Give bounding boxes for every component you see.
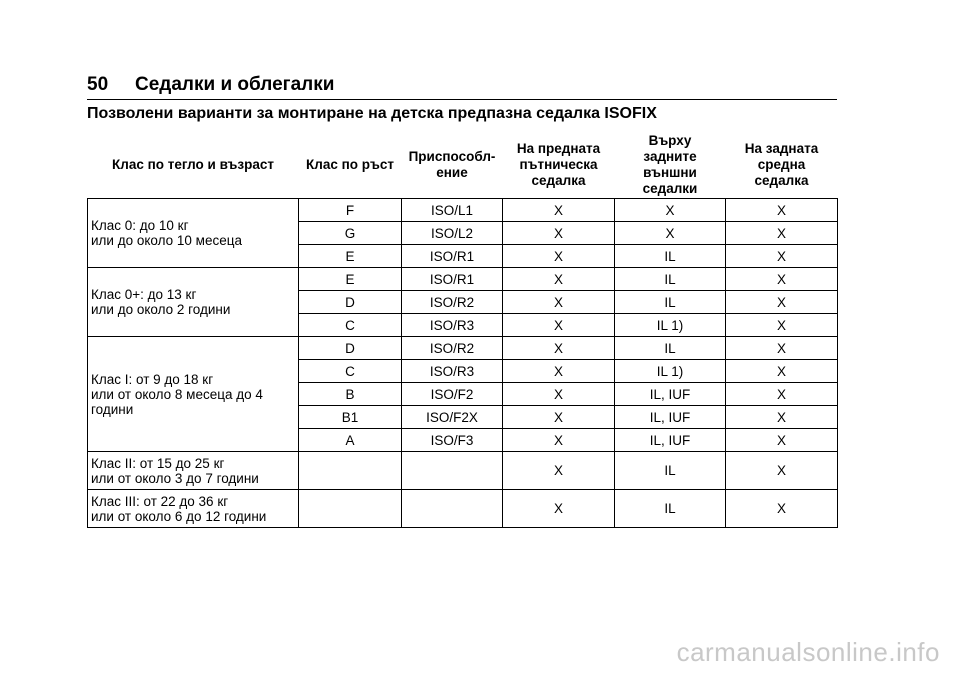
table-cell: ISO/R2: [402, 337, 503, 360]
table-cell: IL, IUF: [615, 406, 726, 429]
table-cell: X: [726, 222, 838, 245]
table-header: [88, 131, 838, 199]
table-title: Позволени варианти за монтиране на детска предпазна седалка ISOFIX: [87, 105, 657, 122]
table-cell: ISO/R2: [402, 291, 503, 314]
table-cell: E: [299, 245, 402, 268]
table-cell: X: [726, 291, 838, 314]
column-header: На предната пътническа седалка: [516, 140, 601, 188]
table-cell: IL: [615, 268, 726, 291]
column-header: Клас по ръст: [306, 156, 394, 172]
table-cell: [299, 490, 402, 528]
table-cell: IL: [615, 291, 726, 314]
table-cell: X: [726, 383, 838, 406]
table-cell: [402, 490, 503, 528]
table-cell: X: [503, 337, 615, 360]
page-number: 50: [87, 74, 109, 95]
weight-class-cell: Клас III: от 22 до 36 кг или от около 6 до 12 години: [88, 490, 299, 528]
table-cell: IL, IUF: [615, 429, 726, 452]
table-cell: D: [299, 337, 402, 360]
table-cell: ISO/L2: [402, 222, 503, 245]
table-cell: X: [726, 268, 838, 291]
weight-class-cell: Клас I: от 9 до 18 кг или от около 8 месеца до 4 години: [88, 337, 299, 452]
table-row: [88, 490, 838, 528]
table-cell: IL: [615, 245, 726, 268]
table-cell: X: [726, 199, 838, 222]
table-cell: X: [726, 360, 838, 383]
table-cell: ISO/R1: [402, 245, 503, 268]
table-cell: ISO/F2: [402, 383, 503, 406]
table-cell: ISO/L1: [402, 199, 503, 222]
header-row: [88, 131, 838, 199]
table-cell: X: [726, 429, 838, 452]
table-cell: X: [726, 314, 838, 337]
column-header: Клас по тегло и възраст: [112, 156, 274, 172]
table-cell: [299, 452, 402, 490]
table-cell: X: [726, 337, 838, 360]
table-cell: IL: [615, 490, 726, 528]
table-cell: X: [726, 245, 838, 268]
weight-class-cell: Клас 0+: до 13 кг или до около 2 години: [88, 268, 299, 337]
table-row: [88, 337, 838, 360]
table-cell: ISO/F3: [402, 429, 503, 452]
table-cell: ISO/R3: [402, 314, 503, 337]
table-cell: X: [503, 314, 615, 337]
table-cell: B: [299, 383, 402, 406]
table-cell: X: [726, 406, 838, 429]
table-cell: ISO/R3: [402, 360, 503, 383]
table-cell: D: [299, 291, 402, 314]
table-cell: X: [503, 268, 615, 291]
watermark: carmanualsonline.info: [676, 637, 940, 667]
column-header: Приспособл- ение: [408, 148, 496, 180]
table-cell: X: [615, 199, 726, 222]
table-cell: IL 1): [615, 360, 726, 383]
table-cell: X: [503, 490, 615, 528]
table-cell: X: [503, 406, 615, 429]
table-cell: X: [503, 245, 615, 268]
table-cell: X: [503, 429, 615, 452]
table-cell: X: [503, 452, 615, 490]
table-cell: C: [299, 360, 402, 383]
table-cell: C: [299, 314, 402, 337]
table-row: [88, 452, 838, 490]
section-title: Седалки и облегалки: [135, 74, 335, 95]
table-cell: X: [503, 199, 615, 222]
table-cell: X: [726, 490, 838, 528]
table-cell: ISO/F2X: [402, 406, 503, 429]
table-body: [88, 199, 838, 528]
table-row: [88, 268, 838, 291]
column-header: Върху задните външни седалки: [642, 132, 698, 196]
weight-class-cell: Клас 0: до 10 кг или до около 10 месеца: [88, 199, 299, 268]
table-cell: X: [726, 452, 838, 490]
table-cell: F: [299, 199, 402, 222]
table-cell: X: [503, 222, 615, 245]
table-cell: X: [503, 291, 615, 314]
column-header: На задната средна седалка: [744, 140, 819, 188]
table-cell: ISO/R1: [402, 268, 503, 291]
table-cell: IL: [615, 452, 726, 490]
header-divider: [87, 99, 837, 100]
table-cell: X: [503, 360, 615, 383]
table-row: [88, 199, 838, 222]
table-cell: A: [299, 429, 402, 452]
table-cell: G: [299, 222, 402, 245]
weight-class-cell: Клас II: от 15 до 25 кг или от около 3 до 7 години: [88, 452, 299, 490]
page-header: [87, 70, 837, 100]
table-cell: IL: [615, 337, 726, 360]
table-cell: X: [615, 222, 726, 245]
table-cell: B1: [299, 406, 402, 429]
table-cell: X: [503, 383, 615, 406]
table-cell: IL, IUF: [615, 383, 726, 406]
isofix-table: [87, 131, 838, 528]
table-cell: E: [299, 268, 402, 291]
table-cell: [402, 452, 503, 490]
table-cell: IL 1): [615, 314, 726, 337]
